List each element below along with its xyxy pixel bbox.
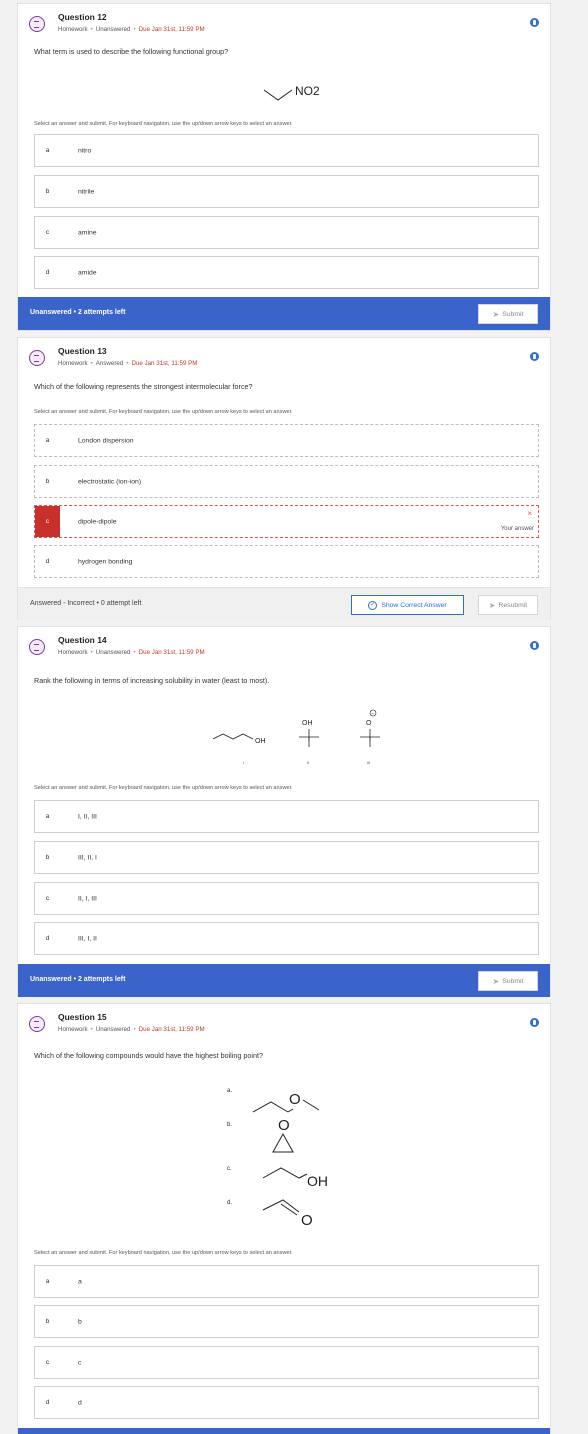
oxygen-label: O: [289, 1091, 301, 1108]
instruction-text: Select an answer and submit. For keyboard navigation, use the up/down arrow keys to select an answer.: [34, 1250, 293, 1256]
instruction-text: Select an answer and submit. For keyboard navigation, use the up/down arrow keys to select an answer.: [34, 409, 293, 415]
question-card-13: [17, 337, 551, 620]
option-letter: c: [45, 1359, 50, 1366]
oh-label: OH: [307, 1173, 328, 1189]
question-status: Answered: [95, 360, 124, 367]
question-status: Unanswered: [95, 1026, 131, 1033]
o-label: O: [366, 720, 372, 727]
due-date: Due Jan 31st, 11:59 PM: [131, 360, 198, 367]
question-card-14: [17, 626, 551, 997]
oxygen-label: O: [278, 1117, 290, 1134]
structure-label-c: c.: [227, 1166, 232, 1172]
option-b[interactable]: [34, 1305, 539, 1338]
option-letter: a: [45, 813, 50, 820]
question-card-15: [17, 1003, 551, 1434]
question-text: Rank the following in terms of increasing solubility in water (least to most).: [34, 676, 270, 685]
attempt-status: Unanswered • 2 attempts left: [30, 309, 126, 316]
question-type: Homework: [58, 649, 88, 656]
option-text: amine: [78, 229, 97, 236]
question-footer: [18, 587, 550, 620]
option-a[interactable]: [34, 800, 539, 833]
question-meta: Homework • Unanswered • Due Jan 31st, 11:59 PM: [58, 649, 205, 656]
question-header: [18, 338, 550, 378]
option-c-selected-incorrect[interactable]: [34, 505, 539, 538]
boiling-point-structures: [223, 1082, 353, 1234]
option-c[interactable]: [34, 1346, 539, 1379]
no2-label: NO2: [295, 84, 320, 98]
attempt-status: Unanswered • 2 attempts left: [30, 976, 126, 983]
option-text: III, II, I: [78, 854, 97, 861]
question-icon: [29, 350, 45, 366]
question-footer: [18, 964, 550, 997]
structure-label-a: a.: [227, 1088, 233, 1094]
option-letter: c: [45, 229, 50, 236]
question-title: Question 13: [58, 346, 107, 356]
oh-label: OH: [302, 720, 313, 727]
option-letter: d: [45, 935, 50, 942]
roman-label: II: [307, 760, 310, 765]
oh-label: OH: [255, 738, 266, 745]
question-card-12: [17, 3, 551, 331]
option-b[interactable]: [34, 841, 539, 874]
option-c[interactable]: [34, 216, 539, 249]
question-status: Unanswered: [95, 649, 131, 656]
option-letter: a: [45, 147, 50, 154]
attempt-status: Answered - Incorrect • 0 attempt left: [30, 600, 142, 607]
resubmit-label: Resubmit: [498, 601, 528, 609]
option-a[interactable]: [34, 1265, 539, 1298]
option-d[interactable]: [34, 922, 539, 955]
resubmit-button[interactable]: [478, 595, 538, 615]
question-header: [18, 627, 550, 667]
submit-button[interactable]: [478, 304, 538, 324]
option-text: electrostatic (ion-ion): [78, 478, 142, 485]
option-text: hydrogen bonding: [78, 558, 133, 565]
your-answer-label: Your answer: [500, 526, 534, 532]
charge-label: −: [371, 711, 375, 717]
question-text: What term is used to describe the following functional group?: [34, 47, 229, 56]
solubility-structures: [213, 709, 388, 769]
option-text: b: [78, 1318, 82, 1325]
instruction-text: Select an answer and submit. For keyboard navigation, use the up/down arrow keys to select an answer.: [34, 121, 293, 127]
option-d[interactable]: [34, 1386, 539, 1419]
option-text: I, II, III: [78, 813, 97, 820]
option-letter: a: [45, 437, 50, 444]
submit-label: Submit: [502, 977, 524, 985]
question-type: Homework: [58, 26, 88, 33]
option-letter: c: [45, 895, 50, 902]
question-icon: [29, 639, 45, 655]
question-header: [18, 1004, 550, 1044]
option-text: nitro: [78, 147, 92, 154]
question-meta: Homework • Unanswered • Due Jan 31st, 11:59 PM: [58, 1026, 205, 1033]
option-letter: b: [45, 1318, 50, 1325]
structure-label-d: d.: [227, 1200, 233, 1206]
structure-label-b: b.: [227, 1122, 233, 1128]
option-text: c: [78, 1359, 82, 1366]
option-a[interactable]: [34, 424, 539, 457]
question-header: [18, 4, 550, 44]
question-type: Homework: [58, 360, 88, 367]
question-title: Question 15: [58, 1012, 107, 1022]
question-text: Which of the following represents the strongest intermolecular force?: [34, 382, 253, 391]
option-text: amide: [78, 269, 97, 276]
question-meta: Homework • Unanswered • Due Jan 31st, 11:59 PM: [58, 26, 205, 33]
question-icon: [29, 16, 45, 32]
due-date: Due Jan 31st, 11:59 PM: [138, 649, 205, 656]
info-icon[interactable]: [530, 641, 539, 650]
option-c[interactable]: [34, 882, 539, 915]
option-d[interactable]: [34, 256, 539, 289]
submit-label: Submit: [502, 310, 524, 318]
show-correct-answer-button[interactable]: [351, 595, 464, 615]
option-letter: d: [45, 558, 50, 565]
send-icon: ➤: [488, 600, 496, 610]
question-status: Unanswered: [95, 26, 131, 33]
question-footer-partial: [18, 1428, 550, 1434]
show-correct-label: Show Correct Answer: [381, 601, 447, 609]
roman-label: I: [243, 760, 245, 765]
option-text: II, I, III: [78, 895, 97, 902]
option-letter: b: [45, 478, 50, 485]
option-d[interactable]: [34, 545, 539, 578]
roman-label: III: [367, 760, 371, 765]
option-b[interactable]: [34, 175, 539, 208]
question-title: Question 12: [58, 12, 107, 22]
option-letter: b: [45, 854, 50, 861]
check-circle-icon: ✓: [370, 601, 376, 608]
info-icon[interactable]: [530, 18, 539, 27]
option-text: d: [78, 1399, 82, 1406]
oxygen-label: O: [301, 1212, 313, 1229]
due-date: Due Jan 31st, 11:59 PM: [138, 1026, 205, 1033]
option-letter: c: [35, 506, 60, 537]
option-text: III, I, II: [78, 935, 97, 942]
question-text: Which of the following compounds would have the highest boiling point?: [34, 1051, 263, 1060]
option-letter: d: [45, 1399, 50, 1406]
submit-button[interactable]: [478, 971, 538, 991]
option-letter: d: [45, 269, 50, 276]
instruction-text: Select an answer and submit. For keyboard navigation, use the up/down arrow keys to select an answer.: [34, 785, 293, 791]
question-meta: Homework • Answered • Due Jan 31st, 11:59 PM: [58, 360, 198, 367]
option-a[interactable]: [34, 134, 539, 167]
info-icon[interactable]: [530, 352, 539, 361]
nitro-structure: [248, 76, 338, 106]
option-letter: b: [45, 188, 50, 195]
question-title: Question 14: [58, 635, 107, 645]
option-b[interactable]: [34, 465, 539, 498]
send-icon: ➤: [492, 976, 500, 986]
question-icon: [29, 1016, 45, 1032]
due-date: Due Jan 31st, 11:59 PM: [138, 26, 205, 33]
info-icon[interactable]: [530, 1018, 539, 1027]
send-icon: ➤: [492, 309, 500, 319]
option-letter: a: [45, 1278, 50, 1285]
option-text: dipole-dipole: [78, 518, 117, 525]
question-footer: [18, 297, 550, 330]
option-text: London dispersion: [78, 437, 134, 444]
option-text: nitrile: [78, 188, 95, 195]
question-type: Homework: [58, 1026, 88, 1033]
option-text: a: [78, 1278, 82, 1285]
incorrect-x-icon: ×: [527, 509, 532, 518]
